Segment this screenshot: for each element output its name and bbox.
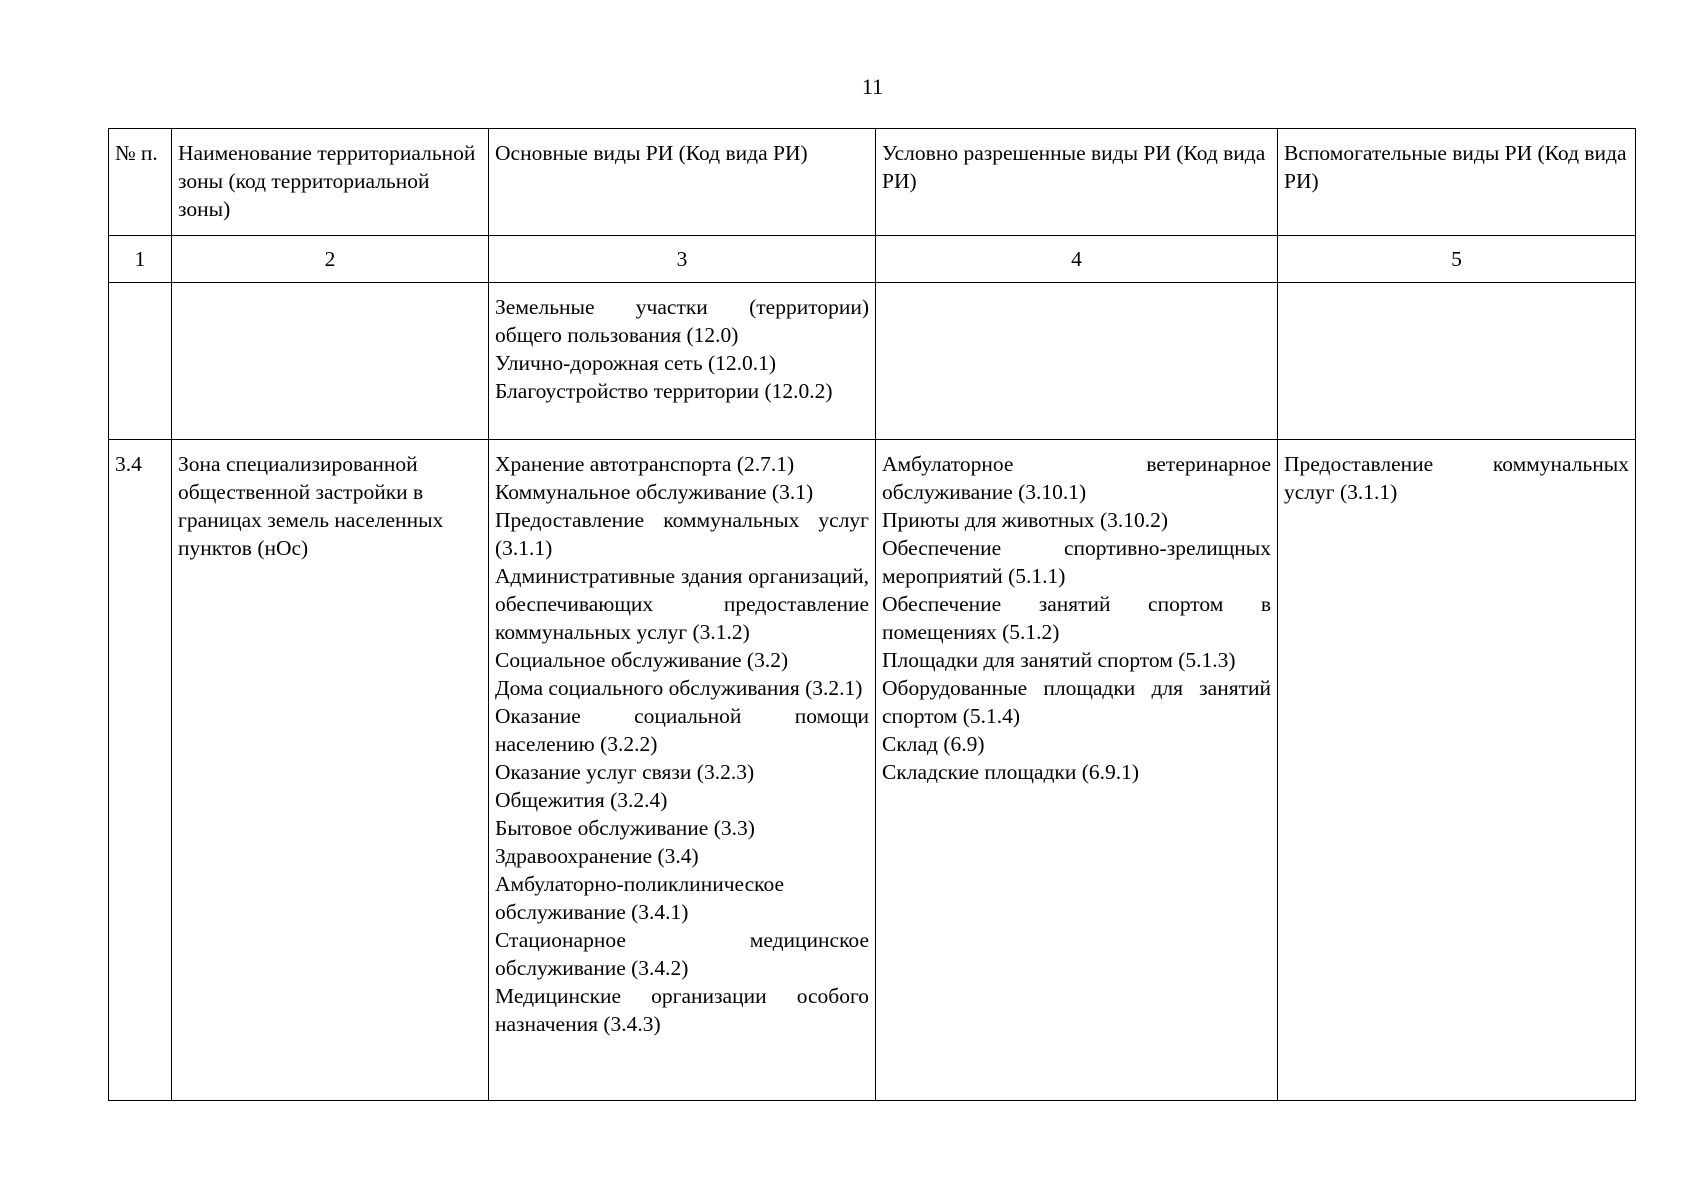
header-main-uses: Основные виды РИ (Код вида РИ) (489, 129, 876, 236)
page-number: 11 (861, 74, 884, 99)
main-uses-cell (489, 283, 876, 440)
use-item: Благоустройство территории (12.0.2) (495, 379, 833, 403)
header-conditional-uses: Условно разрешенные виды РИ (Код вида РИ) (876, 129, 1278, 236)
use-item: Хранение автотранспорта (2.7.1) (495, 452, 795, 476)
use-item: Предоставление коммунальных услуг (3.1.1) (1284, 452, 1629, 504)
use-item: Общежития (3.2.4) (495, 788, 668, 812)
use-item: Амбулаторное ветеринарное обслуживание (3.10.1) (882, 452, 1271, 504)
use-item: Складские площадки (6.9.1) (882, 760, 1140, 784)
use-item: Приюты для животных (3.10.2) (882, 508, 1169, 532)
column-number: 4 (876, 236, 1278, 283)
header-auxiliary-uses: Вспомогательные виды РИ (Код вида РИ) (1278, 129, 1636, 236)
empty-cell (109, 283, 172, 440)
use-item: Амбулаторно-поликлиническое обслуживание (3.4.1) (495, 872, 785, 924)
use-item: Коммунальное обслуживание (3.1) (495, 480, 814, 504)
use-item: Обеспечение спортивно-зрелищных мероприятий (5.1.1) (882, 536, 1271, 588)
empty-cell (172, 283, 489, 440)
use-item: Стационарное медицинское обслуживание (3.4.2) (495, 928, 869, 980)
use-item: Земельные участки (территории) общего пользования (12.0) (495, 295, 869, 347)
table-row-zone (109, 440, 1636, 1101)
use-item: Обеспечение занятий спортом в помещениях (5.1.2) (882, 592, 1271, 644)
header-zone-name: Наименование территориальной зоны (код территориальной зоны) (172, 129, 489, 236)
use-item: Предоставление коммунальных услуг (3.1.1) (495, 508, 869, 560)
column-number: 2 (172, 236, 489, 283)
empty-cell (876, 283, 1278, 440)
use-item: Здравоохранение (3.4) (495, 844, 699, 868)
column-number: 5 (1278, 236, 1636, 283)
use-item: Дома социального обслуживания (3.2.1) (495, 676, 863, 700)
use-item: Оказание услуг связи (3.2.3) (495, 760, 755, 784)
land-use-table (108, 128, 1636, 1101)
zone-name: Зона специализированной общественной застройки в границах земель населенных пунктов (нОс) (172, 440, 489, 1101)
column-number-row (109, 236, 1636, 283)
use-item: Оборудованные площадки для занятий спортом (5.1.4) (882, 676, 1271, 728)
main-uses-cell (489, 440, 876, 1101)
conditional-uses-cell (876, 440, 1278, 1101)
zone-number: 3.4 (109, 440, 172, 1101)
header-number: № п. (109, 129, 172, 236)
use-item: Площадки для занятий спортом (5.1.3) (882, 648, 1236, 672)
auxiliary-uses-cell (1278, 440, 1636, 1101)
empty-cell (1278, 283, 1636, 440)
use-item: Административные здания организаций, обеспечивающих предоставление коммунальных услуг (3.1.2) (495, 564, 869, 644)
table-row-continuation (109, 283, 1636, 440)
use-item: Бытовое обслуживание (3.3) (495, 816, 755, 840)
use-item: Улично-дорожная сеть (12.0.1) (495, 351, 777, 375)
use-item: Медицинские организации особого назначения (3.4.3) (495, 984, 869, 1036)
column-number: 3 (489, 236, 876, 283)
use-item: Социальное обслуживание (3.2) (495, 648, 789, 672)
column-number: 1 (109, 236, 172, 283)
table-header-row (109, 129, 1636, 236)
use-item: Склад (6.9) (882, 732, 985, 756)
use-item: Оказание социальной помощи населению (3.2.2) (495, 704, 869, 756)
